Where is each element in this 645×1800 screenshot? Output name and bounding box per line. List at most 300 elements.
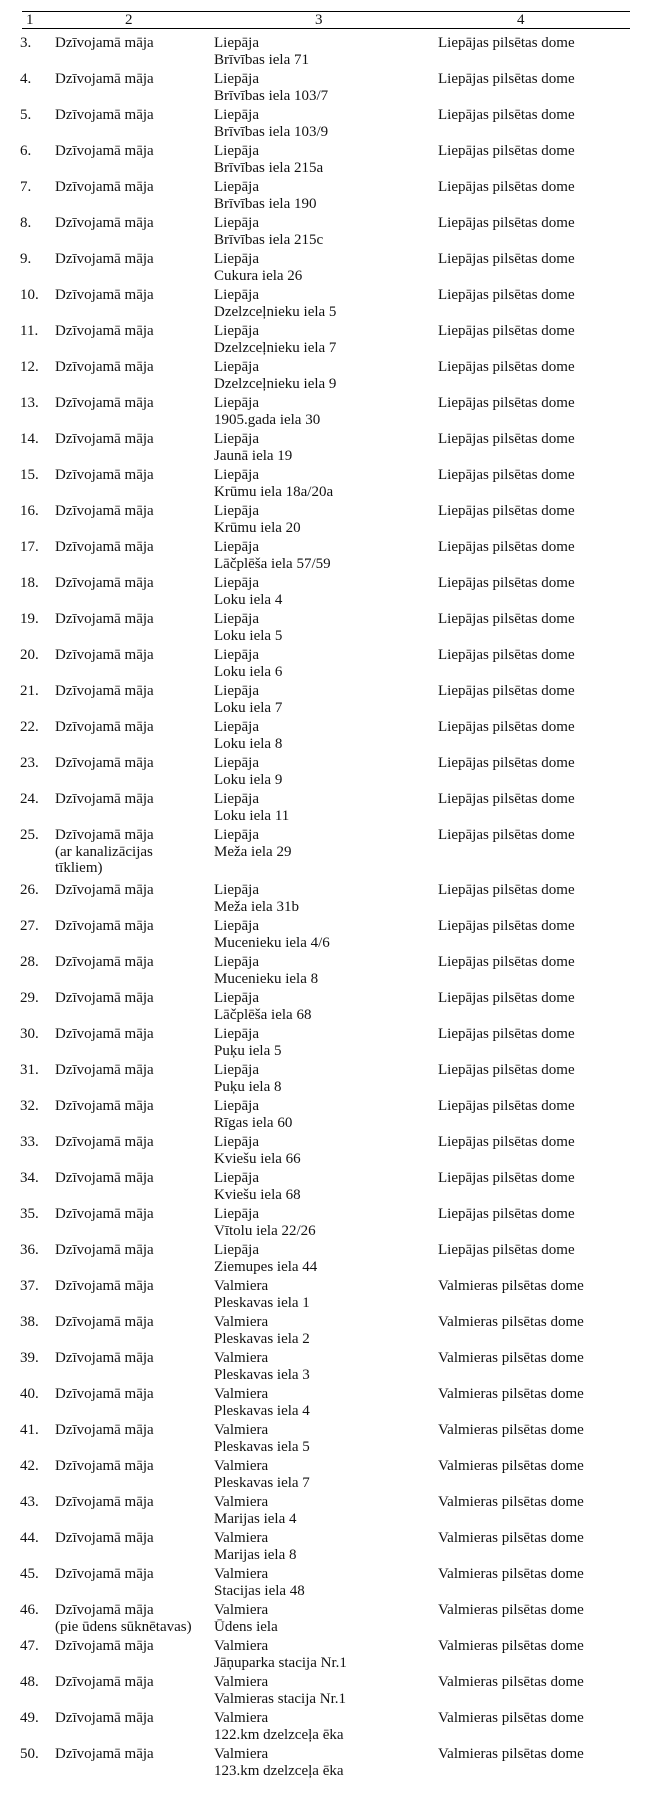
object-type-line: (ar kanalizācijas — [55, 843, 153, 860]
object-type-cell — [55, 251, 205, 268]
address-city: Liepāja — [214, 1242, 259, 1258]
object-type-cell — [55, 575, 205, 592]
object-type-cell — [55, 791, 205, 808]
object-type-line: Dzīvojamā māja — [55, 179, 154, 195]
table-row — [0, 1026, 645, 1062]
address-city: Valmiera — [214, 1422, 269, 1438]
row-number: 8. — [20, 215, 32, 231]
address-street: Jaunā iela 19 — [214, 447, 293, 464]
address-cell — [214, 1422, 414, 1455]
row-number: 15. — [20, 467, 39, 483]
table-row — [0, 1710, 645, 1746]
table-row — [0, 1638, 645, 1674]
table-row — [0, 323, 645, 359]
table-row — [0, 1566, 645, 1602]
address-street: Cukura iela 26 — [214, 267, 303, 284]
address-city: Liepāja — [214, 719, 259, 735]
object-type-cell — [55, 107, 205, 124]
table-row — [0, 215, 645, 251]
owner-cell: Liepājas pilsētas dome — [438, 1170, 575, 1186]
address-city: Liepāja — [214, 71, 259, 87]
object-type-line: Dzīvojamā māja — [55, 35, 154, 51]
address-city: Valmiera — [214, 1278, 269, 1294]
row-number: 41. — [20, 1422, 39, 1438]
header-col-1: 1 — [26, 12, 34, 28]
table-row — [0, 1314, 645, 1350]
object-type-cell — [55, 1278, 205, 1295]
address-cell — [214, 1458, 414, 1491]
object-type-line: Dzīvojamā māja — [55, 1674, 154, 1690]
table-row — [0, 1602, 645, 1638]
owner-cell: Liepājas pilsētas dome — [438, 1098, 575, 1114]
address-cell — [214, 575, 414, 608]
address-city: Valmiera — [214, 1602, 269, 1618]
table-row — [0, 179, 645, 215]
address-street: Kviešu iela 66 — [214, 1150, 301, 1167]
address-street: Jāņuparka stacija Nr.1 — [214, 1654, 347, 1671]
object-type-cell — [55, 539, 205, 556]
address-city: Valmiera — [214, 1566, 269, 1582]
address-street: Dzelzceļnieku iela 5 — [214, 303, 337, 320]
row-number: 33. — [20, 1134, 39, 1150]
address-city: Valmiera — [214, 1386, 269, 1402]
owner-cell: Liepājas pilsētas dome — [438, 1134, 575, 1150]
row-number: 24. — [20, 791, 39, 807]
row-number: 28. — [20, 954, 39, 970]
header-col-4: 4 — [517, 12, 525, 28]
address-street: Loku iela 5 — [214, 627, 283, 644]
object-type-line: Dzīvojamā māja — [55, 954, 154, 970]
object-type-line: Dzīvojamā māja — [55, 431, 154, 447]
row-number: 10. — [20, 287, 39, 303]
table-row — [0, 1494, 645, 1530]
owner-cell: Liepājas pilsētas dome — [438, 287, 575, 303]
object-type-line: (pie ūdens sūknētavas) — [55, 1618, 192, 1635]
address-city: Liepāja — [214, 990, 259, 1006]
address-street: Rīgas iela 60 — [214, 1114, 293, 1131]
row-number: 29. — [20, 990, 39, 1006]
object-type-cell — [55, 1134, 205, 1151]
owner-cell: Liepājas pilsētas dome — [438, 882, 575, 898]
owner-cell: Liepājas pilsētas dome — [438, 395, 575, 411]
address-street: Loku iela 9 — [214, 771, 283, 788]
row-number: 25. — [20, 827, 39, 843]
object-type-cell — [55, 1494, 205, 1511]
address-city: Valmiera — [214, 1530, 269, 1546]
owner-cell: Liepājas pilsētas dome — [438, 503, 575, 519]
owner-cell: Valmieras pilsētas dome — [438, 1386, 584, 1402]
object-type-line: Dzīvojamā māja — [55, 539, 154, 555]
table-row — [0, 1098, 645, 1134]
table-row — [0, 918, 645, 954]
object-type-line: Dzīvojamā māja — [55, 395, 154, 411]
object-type-line: Dzīvojamā māja — [55, 1026, 154, 1042]
table-row — [0, 882, 645, 918]
address-street: Loku iela 7 — [214, 699, 283, 716]
object-type-line: Dzīvojamā māja — [55, 1494, 154, 1510]
owner-cell: Valmieras pilsētas dome — [438, 1458, 584, 1474]
address-city: Liepāja — [214, 882, 259, 898]
address-cell — [214, 1134, 414, 1167]
object-type-line: Dzīvojamā māja — [55, 575, 154, 591]
object-type-line: Dzīvojamā māja — [55, 1638, 154, 1654]
address-city: Liepāja — [214, 503, 259, 519]
object-type-cell — [55, 1206, 205, 1223]
address-street: Marijas iela 8 — [214, 1546, 297, 1563]
address-street: Brīvības iela 215a — [214, 159, 324, 176]
address-street: Brīvības iela 71 — [214, 51, 309, 68]
address-cell — [214, 1638, 414, 1671]
address-cell — [214, 827, 414, 860]
address-street: Brīvības iela 215c — [214, 231, 324, 248]
owner-cell: Liepājas pilsētas dome — [438, 35, 575, 51]
row-number: 19. — [20, 611, 39, 627]
owner-cell: Liepājas pilsētas dome — [438, 71, 575, 87]
row-number: 11. — [20, 323, 39, 339]
address-street: Pleskavas iela 5 — [214, 1438, 310, 1455]
owner-cell: Valmieras pilsētas dome — [438, 1602, 584, 1618]
address-street: 123.km dzelzceļa ēka — [214, 1762, 344, 1779]
address-cell — [214, 539, 414, 572]
owner-cell: Valmieras pilsētas dome — [438, 1422, 584, 1438]
owner-cell: Liepājas pilsētas dome — [438, 251, 575, 267]
table-row — [0, 1242, 645, 1278]
row-number: 4. — [20, 71, 32, 87]
object-type-cell — [55, 1350, 205, 1367]
row-number: 5. — [20, 107, 32, 123]
address-cell — [214, 35, 414, 68]
object-type-line: Dzīvojamā māja — [55, 1602, 154, 1618]
object-type-cell — [55, 1098, 205, 1115]
address-city: Liepāja — [214, 791, 259, 807]
object-type-cell — [55, 954, 205, 971]
table-row — [0, 431, 645, 467]
row-number: 32. — [20, 1098, 39, 1114]
table-row — [0, 647, 645, 683]
address-city: Valmiera — [214, 1746, 269, 1762]
header-col-3: 3 — [315, 12, 323, 28]
address-city: Liepāja — [214, 359, 259, 375]
address-street: Loku iela 8 — [214, 735, 283, 752]
address-cell — [214, 1350, 414, 1383]
owner-cell: Liepājas pilsētas dome — [438, 918, 575, 934]
address-cell — [214, 1242, 414, 1275]
object-type-line: Dzīvojamā māja — [55, 1278, 154, 1294]
address-city: Liepāja — [214, 143, 259, 159]
address-street: Dzelzceļnieku iela 7 — [214, 339, 337, 356]
row-number: 7. — [20, 179, 32, 195]
object-type-cell — [55, 143, 205, 160]
object-type-line: Dzīvojamā māja — [55, 359, 154, 375]
owner-cell: Liepājas pilsētas dome — [438, 1026, 575, 1042]
row-number: 26. — [20, 882, 39, 898]
object-type-line: Dzīvojamā māja — [55, 143, 154, 159]
address-cell — [214, 431, 414, 464]
address-street: Loku iela 4 — [214, 591, 283, 608]
row-number: 18. — [20, 575, 39, 591]
object-type-line: Dzīvojamā māja — [55, 1566, 154, 1582]
row-number: 3. — [20, 35, 32, 51]
object-type-line: Dzīvojamā māja — [55, 611, 154, 627]
address-street: Brīvības iela 103/7 — [214, 87, 329, 104]
owner-cell: Liepājas pilsētas dome — [438, 827, 575, 843]
owner-cell: Valmieras pilsētas dome — [438, 1530, 584, 1546]
row-number: 43. — [20, 1494, 39, 1510]
address-street: Pleskavas iela 7 — [214, 1474, 310, 1491]
owner-cell: Liepājas pilsētas dome — [438, 359, 575, 375]
table-row — [0, 611, 645, 647]
row-number: 34. — [20, 1170, 39, 1186]
row-number: 23. — [20, 755, 39, 771]
owner-cell: Liepājas pilsētas dome — [438, 719, 575, 735]
object-type-line: tīkliem) — [55, 860, 103, 876]
address-city: Liepāja — [214, 179, 259, 195]
object-type-line: Dzīvojamā māja — [55, 1098, 154, 1114]
address-street: Valmieras stacija Nr.1 — [214, 1690, 347, 1707]
table-row — [0, 1386, 645, 1422]
address-cell — [214, 215, 414, 248]
table-row — [0, 575, 645, 611]
owner-cell: Valmieras pilsētas dome — [438, 1278, 584, 1294]
address-street: Puķu iela 5 — [214, 1042, 282, 1059]
object-type-line: Dzīvojamā māja — [55, 1350, 154, 1366]
object-type-cell — [55, 755, 205, 772]
address-street: Pleskavas iela 3 — [214, 1366, 310, 1383]
table-body — [0, 35, 645, 1782]
owner-cell: Liepājas pilsētas dome — [438, 1242, 575, 1258]
address-cell — [214, 359, 414, 392]
table-row — [0, 107, 645, 143]
table-row — [0, 35, 645, 71]
object-type-line: Dzīvojamā māja — [55, 647, 154, 663]
row-number: 6. — [20, 143, 32, 159]
table-row — [0, 1746, 645, 1782]
address-cell — [214, 287, 414, 320]
table-row — [0, 1170, 645, 1206]
address-city: Liepāja — [214, 35, 259, 51]
owner-cell: Valmieras pilsētas dome — [438, 1674, 584, 1690]
address-street: Puķu iela 8 — [214, 1078, 282, 1095]
address-city: Liepāja — [214, 611, 259, 627]
object-type-cell — [55, 882, 205, 899]
address-cell — [214, 1062, 414, 1095]
address-street: Brīvības iela 190 — [214, 195, 317, 212]
address-city: Valmiera — [214, 1638, 269, 1654]
address-cell — [214, 395, 414, 428]
object-type-cell — [55, 1386, 205, 1403]
object-type-line: Dzīvojamā māja — [55, 323, 154, 339]
address-street: Meža iela 31b — [214, 898, 299, 915]
owner-cell: Liepājas pilsētas dome — [438, 1206, 575, 1222]
header-bottom-rule — [22, 28, 630, 29]
object-type-cell — [55, 35, 205, 52]
object-type-cell — [55, 1242, 205, 1259]
address-cell — [214, 143, 414, 176]
table-row — [0, 395, 645, 431]
owner-cell: Liepājas pilsētas dome — [438, 215, 575, 231]
object-type-cell — [55, 179, 205, 196]
table-row — [0, 251, 645, 287]
object-type-cell — [55, 647, 205, 664]
address-cell — [214, 719, 414, 752]
object-type-line: Dzīvojamā māja — [55, 1746, 154, 1762]
object-type-cell — [55, 395, 205, 412]
row-number: 50. — [20, 1746, 39, 1762]
address-city: Liepāja — [214, 539, 259, 555]
address-street: Mucenieku iela 4/6 — [214, 934, 330, 951]
object-type-cell — [55, 1746, 205, 1763]
address-city: Valmiera — [214, 1458, 269, 1474]
table-row — [0, 683, 645, 719]
object-type-line: Dzīvojamā māja — [55, 107, 154, 123]
address-cell — [214, 918, 414, 951]
address-cell — [214, 1386, 414, 1419]
address-street: Ziemupes iela 44 — [214, 1258, 318, 1275]
address-cell — [214, 1710, 414, 1743]
row-number: 21. — [20, 683, 39, 699]
address-city: Liepāja — [214, 107, 259, 123]
object-type-line: Dzīvojamā māja — [55, 827, 154, 843]
address-city: Liepāja — [214, 1134, 259, 1150]
row-number: 30. — [20, 1026, 39, 1042]
object-type-cell — [55, 287, 205, 304]
object-type-cell — [55, 1602, 205, 1635]
table-row — [0, 1674, 645, 1710]
owner-cell: Liepājas pilsētas dome — [438, 467, 575, 483]
row-number: 42. — [20, 1458, 39, 1474]
table-row — [0, 71, 645, 107]
table-row — [0, 1350, 645, 1386]
object-type-cell — [55, 1458, 205, 1475]
row-number: 45. — [20, 1566, 39, 1582]
owner-cell: Liepājas pilsētas dome — [438, 683, 575, 699]
object-type-line: Dzīvojamā māja — [55, 215, 154, 231]
address-street: Pleskavas iela 4 — [214, 1402, 310, 1419]
address-cell — [214, 71, 414, 104]
address-street: Meža iela 29 — [214, 843, 292, 860]
object-type-cell — [55, 1674, 205, 1691]
owner-cell: Liepājas pilsētas dome — [438, 575, 575, 591]
object-type-line: Dzīvojamā māja — [55, 1062, 154, 1078]
object-type-line: Dzīvojamā māja — [55, 1170, 154, 1186]
object-type-cell — [55, 215, 205, 232]
owner-cell: Valmieras pilsētas dome — [438, 1314, 584, 1330]
table-row — [0, 467, 645, 503]
address-cell — [214, 611, 414, 644]
table-row — [0, 791, 645, 827]
row-number: 20. — [20, 647, 39, 663]
object-type-cell — [55, 1710, 205, 1727]
address-street: Ūdens iela — [214, 1618, 278, 1635]
address-city: Liepāja — [214, 954, 259, 970]
address-city: Liepāja — [214, 1026, 259, 1042]
address-street: Pleskavas iela 1 — [214, 1294, 310, 1311]
address-cell — [214, 1746, 414, 1779]
address-cell — [214, 1206, 414, 1239]
address-street: Krūmu iela 20 — [214, 519, 301, 536]
owner-cell: Liepājas pilsētas dome — [438, 323, 575, 339]
object-type-line: Dzīvojamā māja — [55, 791, 154, 807]
address-street: 122.km dzelzceļa ēka — [214, 1726, 344, 1743]
address-cell — [214, 882, 414, 915]
object-type-line: Dzīvojamā māja — [55, 1386, 154, 1402]
header-col-2: 2 — [125, 12, 133, 28]
object-type-line: Dzīvojamā māja — [55, 287, 154, 303]
address-city: Liepāja — [214, 287, 259, 303]
address-street: Brīvības iela 103/9 — [214, 123, 329, 140]
address-cell — [214, 1530, 414, 1563]
owner-cell: Valmieras pilsētas dome — [438, 1638, 584, 1654]
address-city: Liepāja — [214, 918, 259, 934]
address-cell — [214, 179, 414, 212]
address-city: Liepāja — [214, 323, 259, 339]
row-number: 27. — [20, 918, 39, 934]
row-number: 38. — [20, 1314, 39, 1330]
object-type-line: Dzīvojamā māja — [55, 1314, 154, 1330]
object-type-cell — [55, 611, 205, 628]
owner-cell: Liepājas pilsētas dome — [438, 1062, 575, 1078]
address-city: Liepāja — [214, 1170, 259, 1186]
object-type-cell — [55, 431, 205, 448]
object-type-cell — [55, 827, 205, 877]
address-city: Liepāja — [214, 431, 259, 447]
table-row — [0, 1062, 645, 1098]
address-street: Vītolu iela 22/26 — [214, 1222, 316, 1239]
row-number: 9. — [20, 251, 32, 267]
address-street: Krūmu iela 18a/20a — [214, 483, 334, 500]
object-type-cell — [55, 683, 205, 700]
object-type-line: Dzīvojamā māja — [55, 251, 154, 267]
address-cell — [214, 107, 414, 140]
address-city: Valmiera — [214, 1674, 269, 1690]
address-street: Lāčplēša iela 57/59 — [214, 555, 331, 572]
table-row — [0, 1206, 645, 1242]
owner-cell: Liepājas pilsētas dome — [438, 431, 575, 447]
address-street: Lāčplēša iela 68 — [214, 1006, 312, 1023]
address-city: Liepāja — [214, 827, 259, 843]
address-city: Valmiera — [214, 1350, 269, 1366]
address-city: Valmiera — [214, 1314, 269, 1330]
object-type-line: Dzīvojamā māja — [55, 1206, 154, 1222]
object-type-cell — [55, 1314, 205, 1331]
row-number: 17. — [20, 539, 39, 555]
address-city: Valmiera — [214, 1494, 269, 1510]
row-number: 13. — [20, 395, 39, 411]
address-cell — [214, 1674, 414, 1707]
owner-cell: Liepājas pilsētas dome — [438, 647, 575, 663]
owner-cell: Valmieras pilsētas dome — [438, 1566, 584, 1582]
address-street: Loku iela 11 — [214, 807, 290, 824]
address-cell — [214, 251, 414, 284]
owner-cell: Liepājas pilsētas dome — [438, 143, 575, 159]
address-cell — [214, 1566, 414, 1599]
table-row — [0, 503, 645, 539]
address-city: Liepāja — [214, 1206, 259, 1222]
address-city: Liepāja — [214, 251, 259, 267]
table-row — [0, 1422, 645, 1458]
owner-cell: Liepājas pilsētas dome — [438, 539, 575, 555]
address-street: Pleskavas iela 2 — [214, 1330, 310, 1347]
row-number: 40. — [20, 1386, 39, 1402]
row-number: 49. — [20, 1710, 39, 1726]
address-city: Liepāja — [214, 215, 259, 231]
object-type-line: Dzīvojamā māja — [55, 467, 154, 483]
address-cell — [214, 954, 414, 987]
address-cell — [214, 1494, 414, 1527]
row-number: 46. — [20, 1602, 39, 1618]
address-cell — [214, 1602, 414, 1635]
object-type-cell — [55, 1170, 205, 1187]
